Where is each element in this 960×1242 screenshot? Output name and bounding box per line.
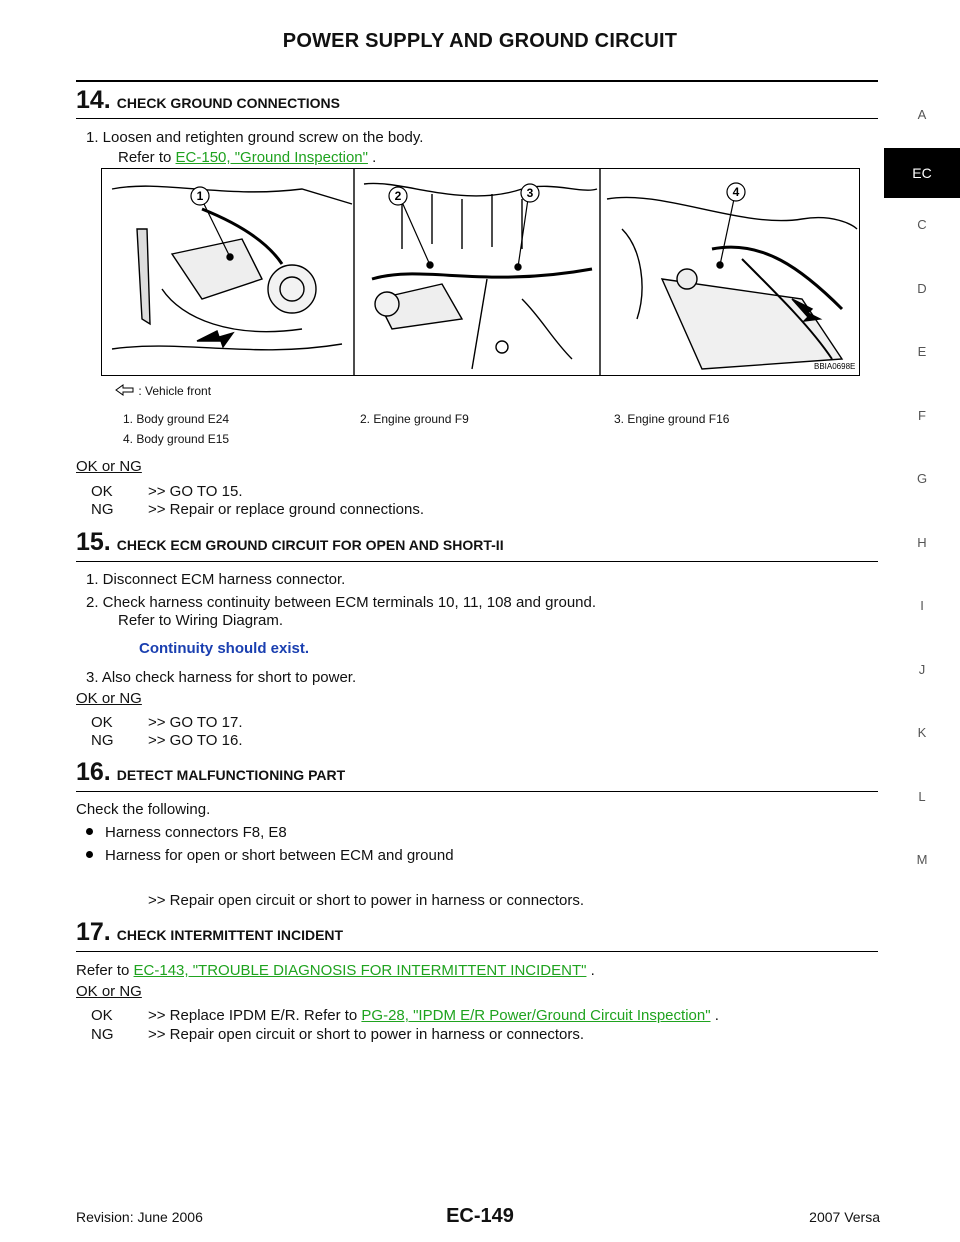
side-tab-d[interactable]: D	[917, 280, 927, 296]
step-16-divider	[76, 791, 878, 792]
step-16-number: 16.	[76, 758, 111, 786]
step-15-ok: OK >> GO TO 17.	[91, 714, 243, 731]
figure-code: BBIA0698E	[814, 362, 856, 371]
side-tab-g[interactable]: G	[916, 471, 928, 486]
step-17-divider	[76, 951, 878, 952]
step-14-okng: OK or NG	[76, 458, 142, 475]
side-tab-index	[884, 98, 960, 907]
side-tab-j[interactable]: J	[918, 661, 926, 677]
page-title: POWER SUPPLY AND GROUND CIRCUIT	[282, 30, 678, 52]
side-tab-a[interactable]: A	[917, 107, 927, 122]
step-16-result: >> Repair open circuit or short to power in harness or connectors.	[148, 892, 585, 909]
step-15-okng: OK or NG	[76, 690, 142, 707]
side-tab-c[interactable]: C	[917, 217, 927, 232]
step-16-intro: Check the following.	[76, 801, 211, 818]
side-tab-l[interactable]: L	[918, 788, 926, 804]
header-divider	[76, 80, 878, 82]
ground-locations-illustration	[102, 169, 859, 375]
step-15-instruction-2: 2. Check harness continuity between ECM terminals 10, 11, 108 and ground.	[86, 594, 597, 611]
step-17-ng: NG >> Repair open circuit or short to power in harness or connectors.	[91, 1026, 585, 1043]
legend-vehicle-front: : Vehicle front	[115, 384, 211, 399]
link-intermittent-incident[interactable]: EC-143, "TROUBLE DIAGNOSIS FOR INTERMITTENT INCIDENT"	[133, 962, 587, 979]
step-14-ok: OK >> GO TO 15.	[91, 483, 243, 500]
step-17-title: CHECK INTERMITTENT INCIDENT	[116, 927, 344, 943]
legend-item-2: 2. Engine ground F9	[360, 412, 469, 426]
footer-model: 2007 Versa	[809, 1209, 880, 1225]
footer-revision: Revision: June 2006	[76, 1209, 203, 1225]
legend-item-1: 1. Body ground E24	[123, 412, 230, 426]
step-15-heading	[76, 528, 504, 557]
side-tab-i[interactable]: I	[920, 598, 924, 613]
legend-item-3: 3. Engine ground F16	[614, 412, 730, 426]
step-15-instruction-2b: Refer to Wiring Diagram.	[118, 612, 284, 629]
vehicle-front-arrow-icon	[115, 384, 135, 399]
step-15-title: CHECK ECM GROUND CIRCUIT FOR OPEN AND SHORT-II	[116, 537, 504, 553]
callout-3: 3	[526, 186, 534, 200]
side-tab-m[interactable]: M	[916, 852, 928, 867]
step-14-instruction-1: 1. Loosen and retighten ground screw on the body.	[86, 129, 424, 146]
step-14-title: CHECK GROUND CONNECTIONS	[116, 95, 340, 111]
side-tab-e[interactable]: E	[917, 344, 927, 359]
step-15-number: 15.	[76, 528, 111, 556]
footer-page-number: EC-149	[446, 1205, 514, 1227]
link-ground-inspection[interactable]: EC-150, "Ground Inspection"	[175, 149, 368, 166]
side-tab-ec[interactable]: EC	[884, 148, 960, 198]
callout-4: 4	[732, 185, 740, 199]
step-15-spec-note: Continuity should exist.	[139, 640, 310, 657]
side-tab-f[interactable]: F	[918, 407, 926, 423]
step-16-heading	[76, 758, 345, 787]
side-tab-k[interactable]: K	[917, 725, 927, 740]
step-14-number: 14.	[76, 86, 111, 114]
step-14-divider	[76, 118, 878, 119]
step-15-instruction-1: 1. Disconnect ECM harness connector.	[86, 571, 346, 588]
legend-item-4: 4. Body ground E15	[123, 432, 230, 446]
step-15-instruction-3: 3. Also check harness for short to power.	[86, 669, 357, 686]
step-17-heading	[76, 918, 343, 947]
side-tab-h[interactable]: H	[917, 534, 927, 550]
step-17-okng: OK or NG	[76, 983, 142, 1000]
link-ipdm-inspection[interactable]: PG-28, "IPDM E/R Power/Ground Circuit Inspection"	[361, 1007, 711, 1024]
bullet-icon	[86, 851, 93, 858]
step-14-ng: NG >> Repair or replace ground connections.	[91, 501, 425, 518]
step-16-title: DETECT MALFUNCTIONING PART	[116, 767, 346, 783]
step-16-bullet-2: Harness for open or short between ECM and ground	[86, 847, 454, 864]
step-17-refer: Refer to EC-143, "TROUBLE DIAGNOSIS FOR INTERMITTENT INCIDENT" .	[76, 962, 595, 979]
bullet-icon	[86, 828, 93, 835]
step-16-bullet-1: Harness connectors F8, E8	[86, 824, 287, 841]
step-17-ok: OK >> Replace IPDM E/R. Refer to PG-28, "IPDM E/R Power/Ground Circuit Inspection" .	[91, 1007, 719, 1024]
callout-1: 1	[196, 189, 204, 203]
step-15-divider	[76, 561, 878, 562]
step-14-refer: Refer to EC-150, "Ground Inspection" .	[118, 149, 377, 166]
step-14-heading	[76, 86, 340, 115]
step-17-number: 17.	[76, 918, 111, 946]
ground-locations-figure	[101, 168, 860, 376]
step-15-ng: NG >> GO TO 16.	[91, 732, 243, 749]
callout-2: 2	[394, 189, 402, 203]
